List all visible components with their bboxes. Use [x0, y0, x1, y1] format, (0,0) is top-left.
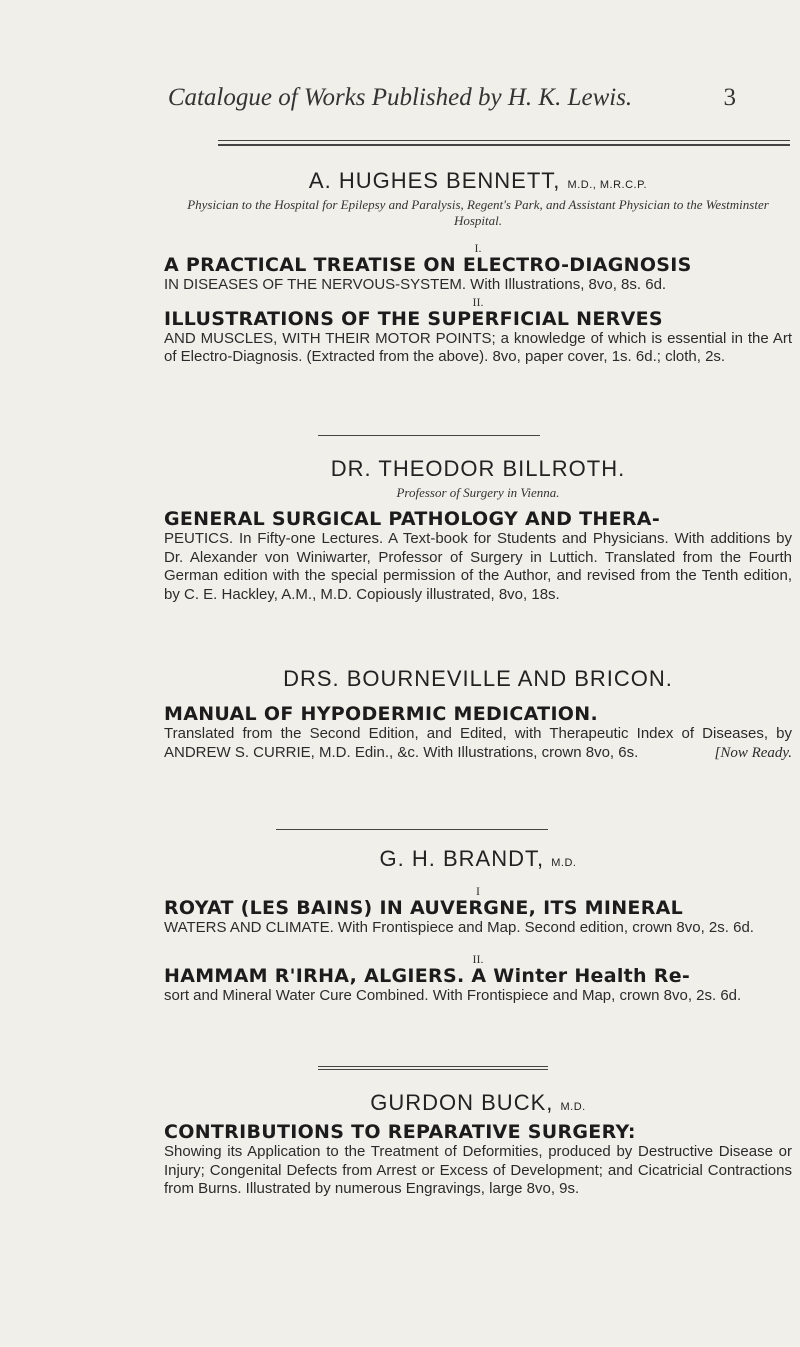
- author-name: A. HUGHES BENNETT, M.D., M.R.C.P.: [308, 168, 648, 193]
- work-title: CONTRIBUTIONS TO REPARATIVE SURGERY:: [164, 1121, 636, 1143]
- work-description: AND MUSCLES, WITH THEIR MOTOR POINTS; a knowledge of which is essential in the Art of Electro-Diagnosis. (Extracted from the above). 8vo, paper cover, 1s. 6d.; cloth, 2s.: [164, 329, 792, 365]
- entry-hughes-bennett: [164, 168, 792, 367]
- availability-note: [Now Ready.: [714, 745, 792, 761]
- work-title: A PRACTICAL TREATISE ON ELECTRO-DIAGNOSIS: [164, 254, 692, 276]
- entry-bourneville-bricon: [164, 666, 792, 763]
- section-divider: [318, 1066, 548, 1067]
- running-title: Catalogue of Works Published by H. K. Lewis.: [167, 84, 633, 111]
- author-name: G. H. BRANDT, M.D.: [379, 846, 577, 871]
- page-number: 3: [723, 84, 736, 111]
- work-description: WATERS AND CLIMATE. With Frontispiece and Map. Second edition, crown 8vo, 2s. 6d.: [164, 919, 754, 936]
- work-title: ILLUSTRATIONS OF THE SUPERFICIAL NERVES: [164, 307, 663, 330]
- author-name: DRS. BOURNEVILLE AND BRICON.: [283, 666, 673, 691]
- header-rule: [218, 140, 790, 141]
- work-numeral: I.: [474, 241, 482, 255]
- work-description: PEUTICS. In Fifty-one Lectures. A Text-book for Students and Physicians. With additions by Dr. Alexander von Winiwarter, Professor of Surgery in Luttich. Translated from the Fourth German edition with the special permission of the Author, and revised from the Tenth edition, by C. E. Hackley, A.M., M.D. Copiously illustrated, 8vo, 18s.: [164, 530, 792, 603]
- work-description: IN DISEASES OF THE NERVOUS-SYSTEM. With Illustrations, 8vo, 8s. 6d.: [164, 276, 667, 293]
- work-description: sort and Mineral Water Cure Combined. With Frontispiece and Map, crown 8vo, 2s. 6d.: [164, 986, 742, 1004]
- section-divider: [318, 1069, 548, 1070]
- work-numeral: II.: [472, 294, 484, 309]
- work-title: HAMMAM R'IRHA, ALGIERS. A Winter Health Re-: [164, 964, 691, 987]
- work-title: MANUAL OF HYPODERMIC MEDICATION.: [164, 703, 598, 725]
- work-numeral: I: [476, 884, 480, 898]
- work-description: Translated from the Second Edition, and Edited, with Therapeutic Index of Diseases, by ANDREW S. CURRIE, M.D. Edin., &c. With Illustrations, crown 8vo, 6s.: [164, 725, 792, 761]
- header-rule: [218, 144, 790, 146]
- work-numeral: II.: [472, 951, 484, 966]
- entry-billroth: [164, 456, 792, 604]
- author-affiliation: Professor of Surgery in Vienna.: [396, 485, 560, 500]
- section-divider: [276, 829, 548, 830]
- author-name: DR. THEODOR BILLROTH.: [330, 456, 626, 481]
- section-divider: [318, 435, 540, 436]
- entry-brandt: [164, 846, 792, 1005]
- work-description: Showing its Application to the Treatment of Deformities, produced by Destructive Disease or Injury; Congenital Defects from Arrest or Excess of Development; and Cicatricial Contractions from Burns. Illustrated by numerous Engravings, large 8vo, 9s.: [164, 1143, 792, 1197]
- author-affiliation: Physician to the Hospital for Epilepsy and Paralysis, Regent's Park, and Assistant Physician to the Westminster Hospital.: [187, 197, 769, 228]
- work-title: ROYAT (LES BAINS) IN AUVERGNE, ITS MINERAL: [164, 897, 684, 919]
- work-title: GENERAL SURGICAL PATHOLOGY AND THERA-: [164, 508, 660, 530]
- entry-gurdon-buck: [164, 1090, 792, 1199]
- author-name: GURDON BUCK, M.D.: [370, 1090, 586, 1115]
